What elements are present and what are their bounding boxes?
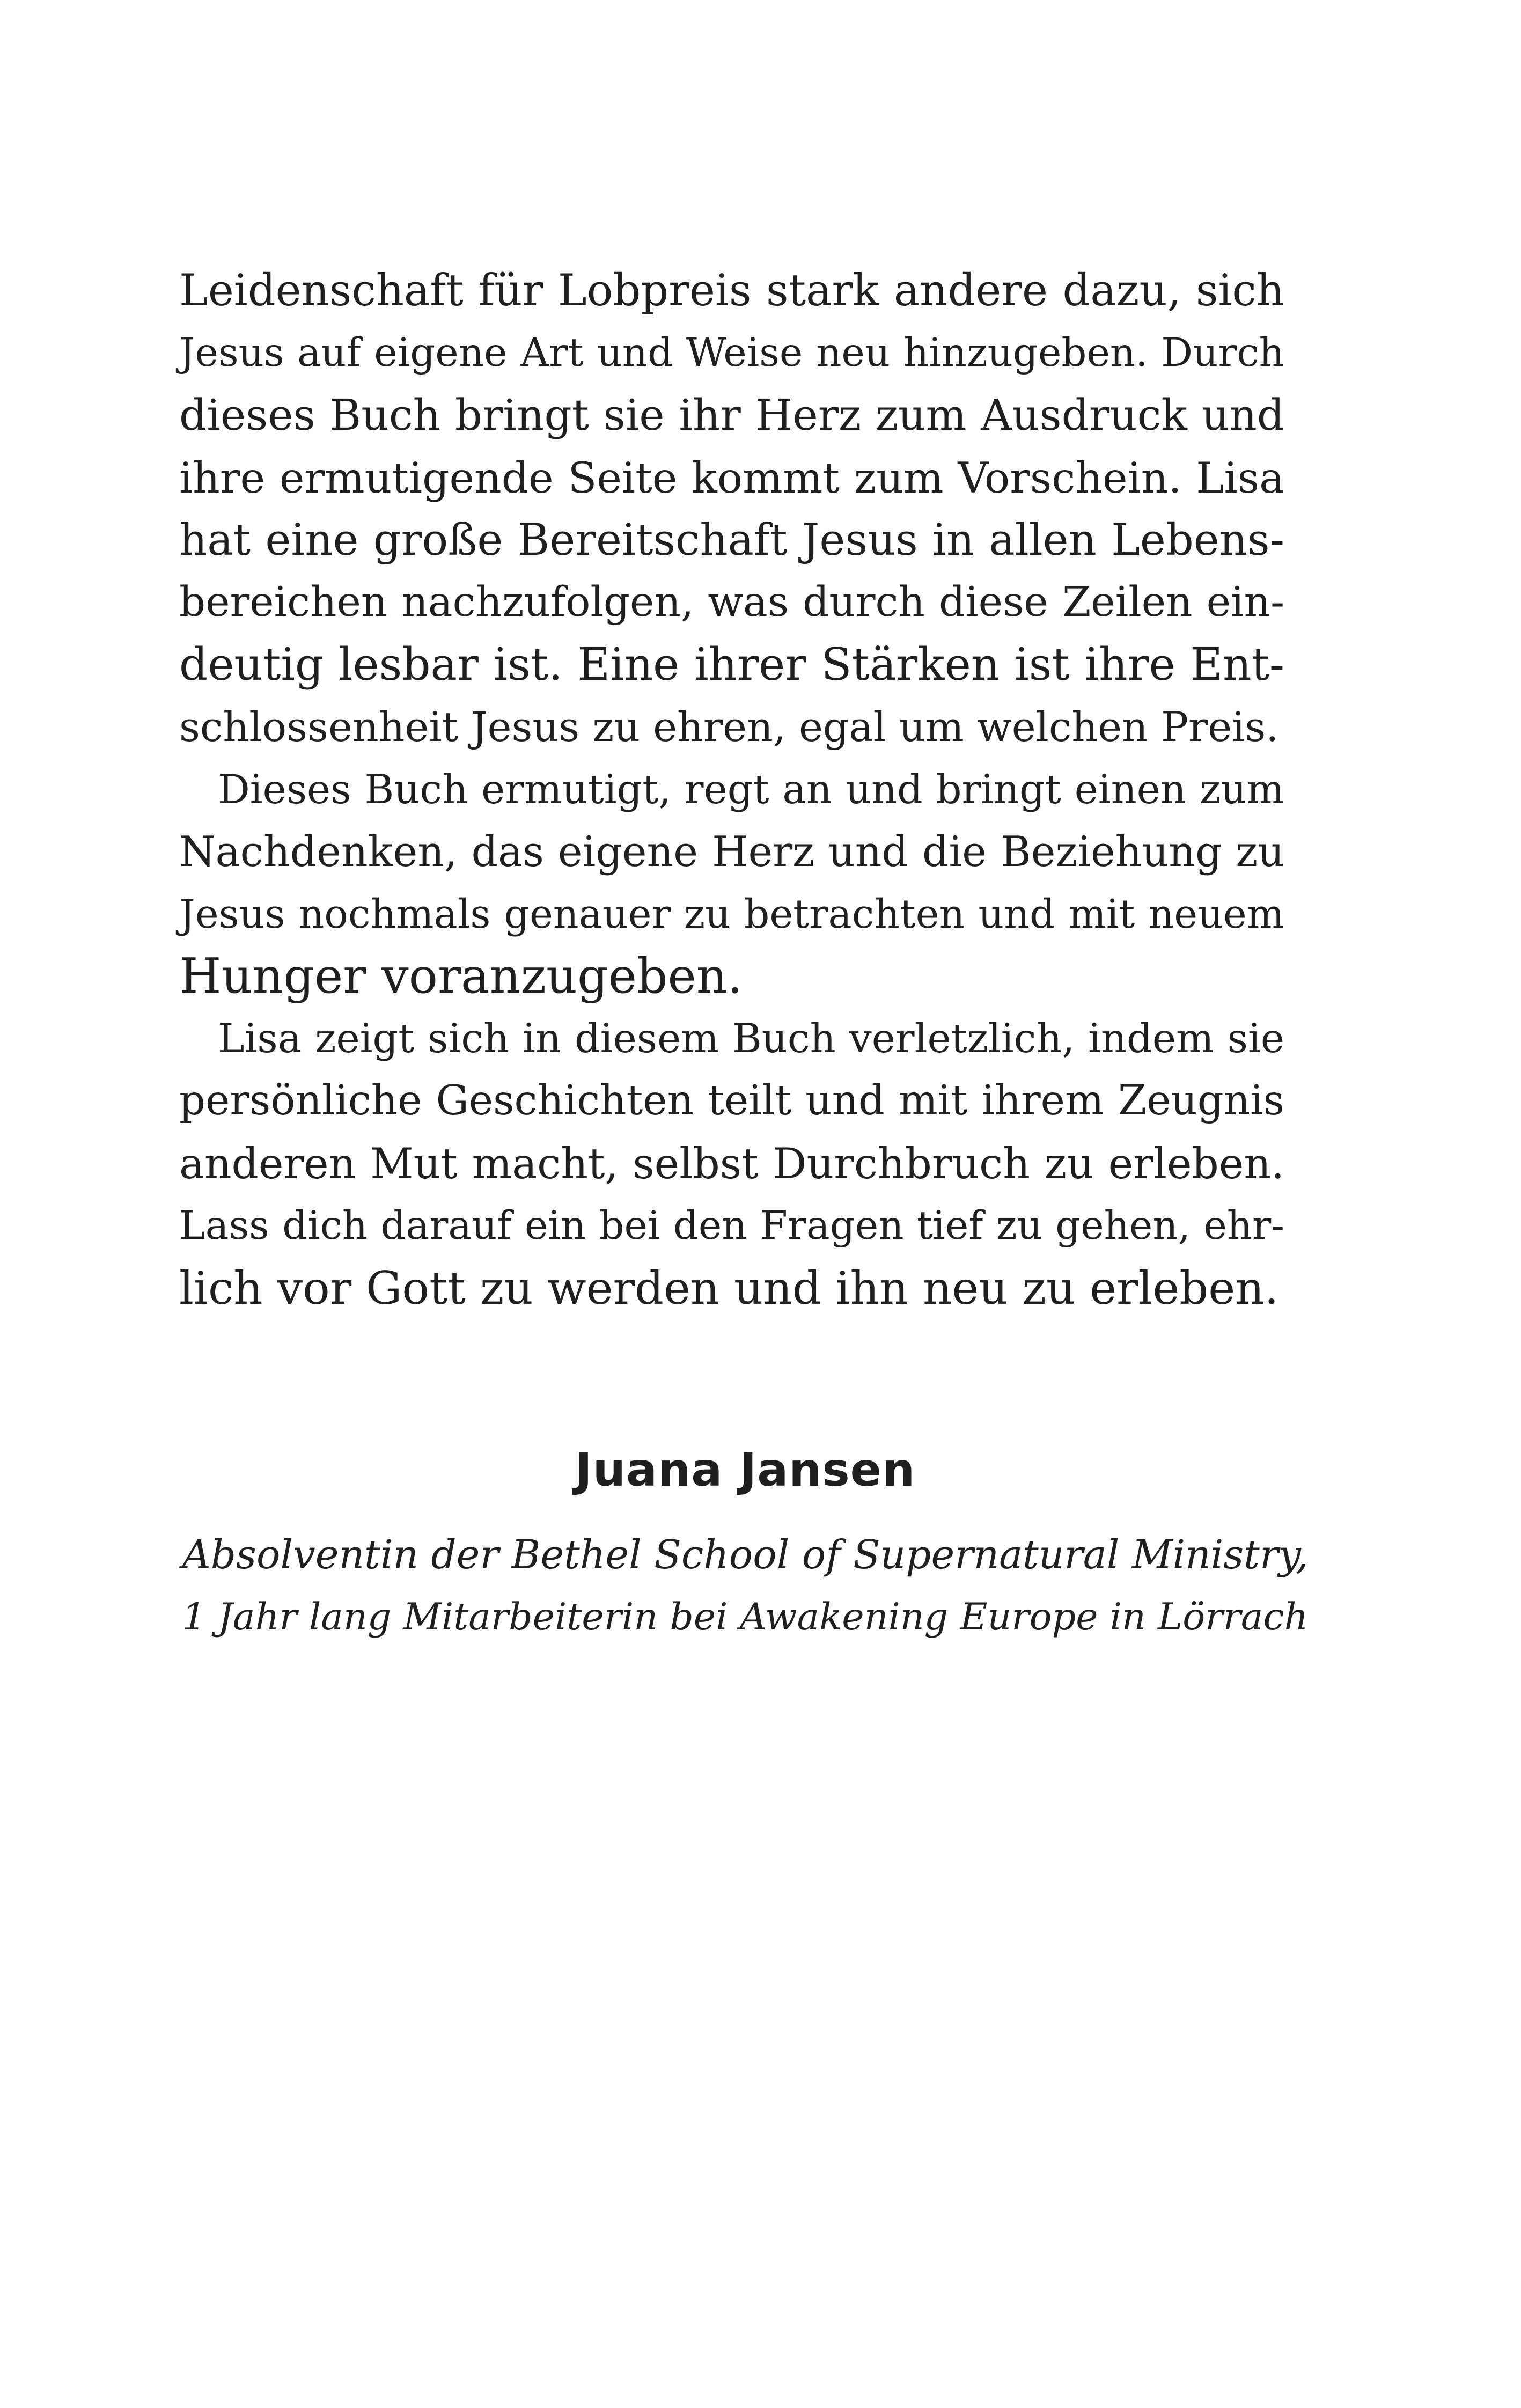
text-line: bereichen nachzufolgen, was durch diese Zeilen ein-	[179, 578, 1284, 626]
author-credential: 1 Jahr lang Mitarbeiterin bei Awakening Europe in Lörrach	[182, 1595, 1309, 1639]
author-credential: Absolventin der Bethel School of Supernatural Ministry,	[182, 1532, 1309, 1578]
text-line: Jesus auf eigene Art und Weise neu hinzugeben. Durch	[179, 330, 1284, 376]
text-line: Lisa zeigt sich in diesem Buch verletzlich, indem sie	[218, 1015, 1284, 1062]
text-line: hat eine große Bereitschaft Jesus in allen Lebens-	[179, 515, 1284, 566]
signature-block	[179, 1438, 1311, 1648]
text-line: anderen Mut macht, selbst Durchbruch zu erleben.	[179, 1139, 1284, 1188]
text-line: persönliche Geschichten teilt und mit ihrem Zeugnis	[179, 1077, 1284, 1125]
text-line: Jesus nochmals genauer zu betrachten und mit neuem	[179, 891, 1284, 937]
text-line: Dieses Buch ermutigt, regt an und bringt einen zum	[218, 766, 1284, 813]
text-line: ihre ermutigende Seite kommt zum Vorschein. Lisa	[179, 453, 1284, 503]
body-text	[179, 260, 1284, 1319]
text-line: dieses Buch bringt sie ihr Herz zum Ausdruck und	[179, 390, 1284, 441]
text-line: Nachdenken, das eigene Herz und die Beziehung zu	[179, 827, 1284, 876]
text-line: Hunger voranzugeben.	[179, 948, 743, 1005]
text-line: Leidenschaft für Lobpreis stark andere dazu, sich	[179, 266, 1284, 316]
text-line: deutig lesbar ist. Eine ihrer Stärken ist ihre Ent-	[179, 638, 1284, 691]
text-line: lich vor Gott zu werden und ihn neu zu erleben.	[179, 1262, 1279, 1315]
text-line: schlossenheit Jesus zu ehren, egal um welchen Preis.	[179, 703, 1279, 751]
author-name: Juana Jansen	[575, 1443, 916, 1497]
text-line: Lass dich darauf ein bei den Fragen tief zu gehen, ehr-	[179, 1202, 1284, 1249]
